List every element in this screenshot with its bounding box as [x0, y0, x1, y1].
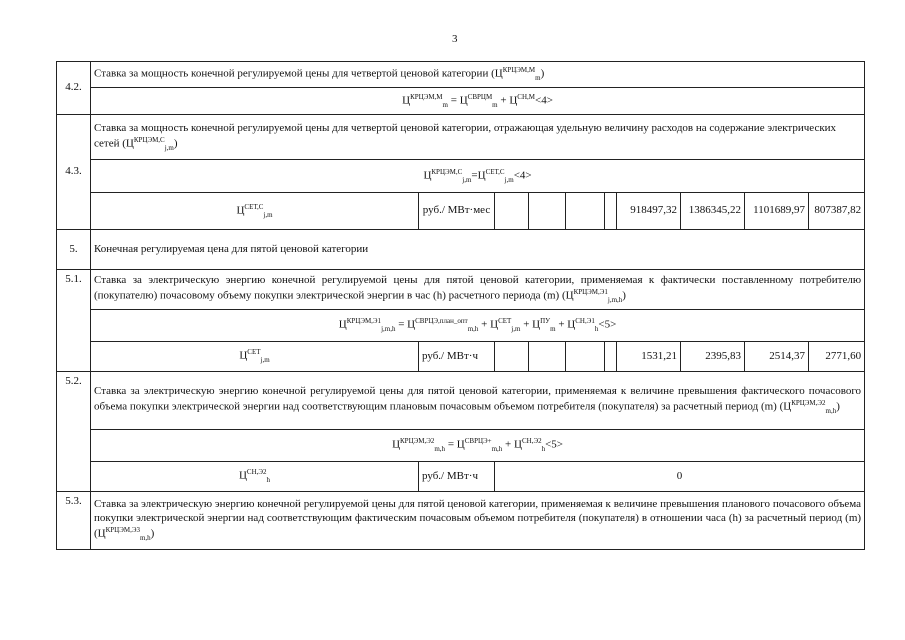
- value-cell: 807387,82: [809, 193, 865, 230]
- empty-cell: [566, 342, 605, 372]
- row-description: Ставка за мощность конечной регулируемой цены для четвертой ценовой категории $(Ц^{КРЦЭМ,М}_m)$: [91, 62, 865, 88]
- empty-cell: [605, 342, 617, 372]
- formula: $Ц^{КРЦЭМ,М}_m = Ц^{СВРЦМ}_m + Ц^{СН,М}<4>$: [91, 88, 865, 115]
- symbol-cell: $Ц^{СЕТ,С}_{j,m}$: [91, 193, 419, 230]
- data-row: [57, 462, 865, 492]
- row-4-2: [57, 62, 865, 88]
- empty-cell: [529, 193, 566, 230]
- empty-cell: [566, 193, 605, 230]
- empty-cell: [529, 342, 566, 372]
- row-number: 4.3.: [57, 115, 91, 230]
- value-cell: 0: [495, 462, 865, 492]
- row-number: 5.2.: [57, 372, 91, 492]
- row-description: Ставка за электрическую энергию конечной регулируемой цены для пятой ценовой категории, применяемая к величине превышения фактического почасового объема покупки электрической энергии над соответствующим плановым почасовым объемом потребителя (покупателя) за расчетный период (m) $(Ц^{КРЦЭМ,Э2}_{m,h})$: [91, 372, 865, 430]
- row-4-3: [57, 115, 865, 160]
- value-cell: 1386345,22: [681, 193, 745, 230]
- formula-row: [57, 88, 865, 115]
- page-number: 3: [452, 33, 458, 45]
- formula: $Ц^{КРЦЭМ,Э1}_{j,m,h} = Ц^{СВРЦЭ,план\_опт}_{m,h} + Ц^{СЕТ}_{j,m} + Ц^{ПУ}_m + Ц^{СН,Э1}_h<5>$: [91, 310, 865, 342]
- row-5: [57, 230, 865, 270]
- value-cell: 1101689,97: [745, 193, 809, 230]
- row-description: Ставка за электрическую энергию конечной регулируемой цены для пятой ценовой категории, применяемая к величине превышения планового почасового объема покупки электрической энергии над соответствующим фактическим почасовым объемом потребителя (покупателя) в отношении часа (h) за расчетный период (m) $(Ц^{КРЦЭМ,Э3}_{m,h})$: [91, 492, 865, 550]
- empty-cell: [495, 193, 529, 230]
- value-cell: 2771,60: [809, 342, 865, 372]
- formula-row: [57, 310, 865, 342]
- empty-cell: [605, 193, 617, 230]
- formula: $Ц^{КРЦЭМ,Э2}_{m,h} = Ц^{СВРЦЭ+}_{m,h} + Ц^{СН,Э2}_h<5>$: [91, 430, 865, 462]
- row-description: Ставка за мощность конечной регулируемой цены для четвертой ценовой категории, отражающая удельную величину расходов на содержание электрических сетей $(Ц^{КРЦЭМ,С}_{j,m})$: [91, 115, 865, 160]
- value-cell: 1531,21: [617, 342, 681, 372]
- symbol-cell: $Ц^{СН,Э2}_h$: [91, 462, 419, 492]
- formula: $Ц^{КРЦЭМ,С}_{j,m}=Ц^{СЕТ,С}_{j,m}<4>$: [91, 160, 865, 193]
- row-number: 4.2.: [57, 62, 91, 115]
- row-description: Конечная регулируемая цена для пятой ценовой категории: [91, 230, 865, 270]
- row-5-3: [57, 492, 865, 550]
- symbol-cell: $Ц^{СЕТ}_{j,m}$: [91, 342, 419, 372]
- value-cell: 918497,32: [617, 193, 681, 230]
- row-number: 5.: [57, 230, 91, 270]
- empty-cell: [495, 342, 529, 372]
- row-number: 5.1.: [57, 270, 91, 372]
- value-cell: 2395,83: [681, 342, 745, 372]
- data-row: [57, 342, 865, 372]
- data-row: [57, 193, 865, 230]
- row-5-1: [57, 270, 865, 310]
- row-5-2: [57, 372, 865, 430]
- unit-cell: руб./ МВт·мес: [419, 193, 495, 230]
- value-cell: 2514,37: [745, 342, 809, 372]
- formula-row: [57, 160, 865, 193]
- row-number: 5.3.: [57, 492, 91, 550]
- formula-row: [57, 430, 865, 462]
- unit-cell: руб./ МВт·ч: [419, 462, 495, 492]
- unit-cell: руб./ МВт·ч: [419, 342, 495, 372]
- row-description: Ставка за электрическую энергию конечной регулируемой цены для пятой ценовой категории, применяемая к фактически поставленному потребителю (покупателю) почасовому объему покупки электрической энергии в час (h) расчетного периода (m) $(Ц^{КРЦЭМ,Э1}_{j,m,h})$: [91, 270, 865, 310]
- tariff-table: [56, 61, 865, 550]
